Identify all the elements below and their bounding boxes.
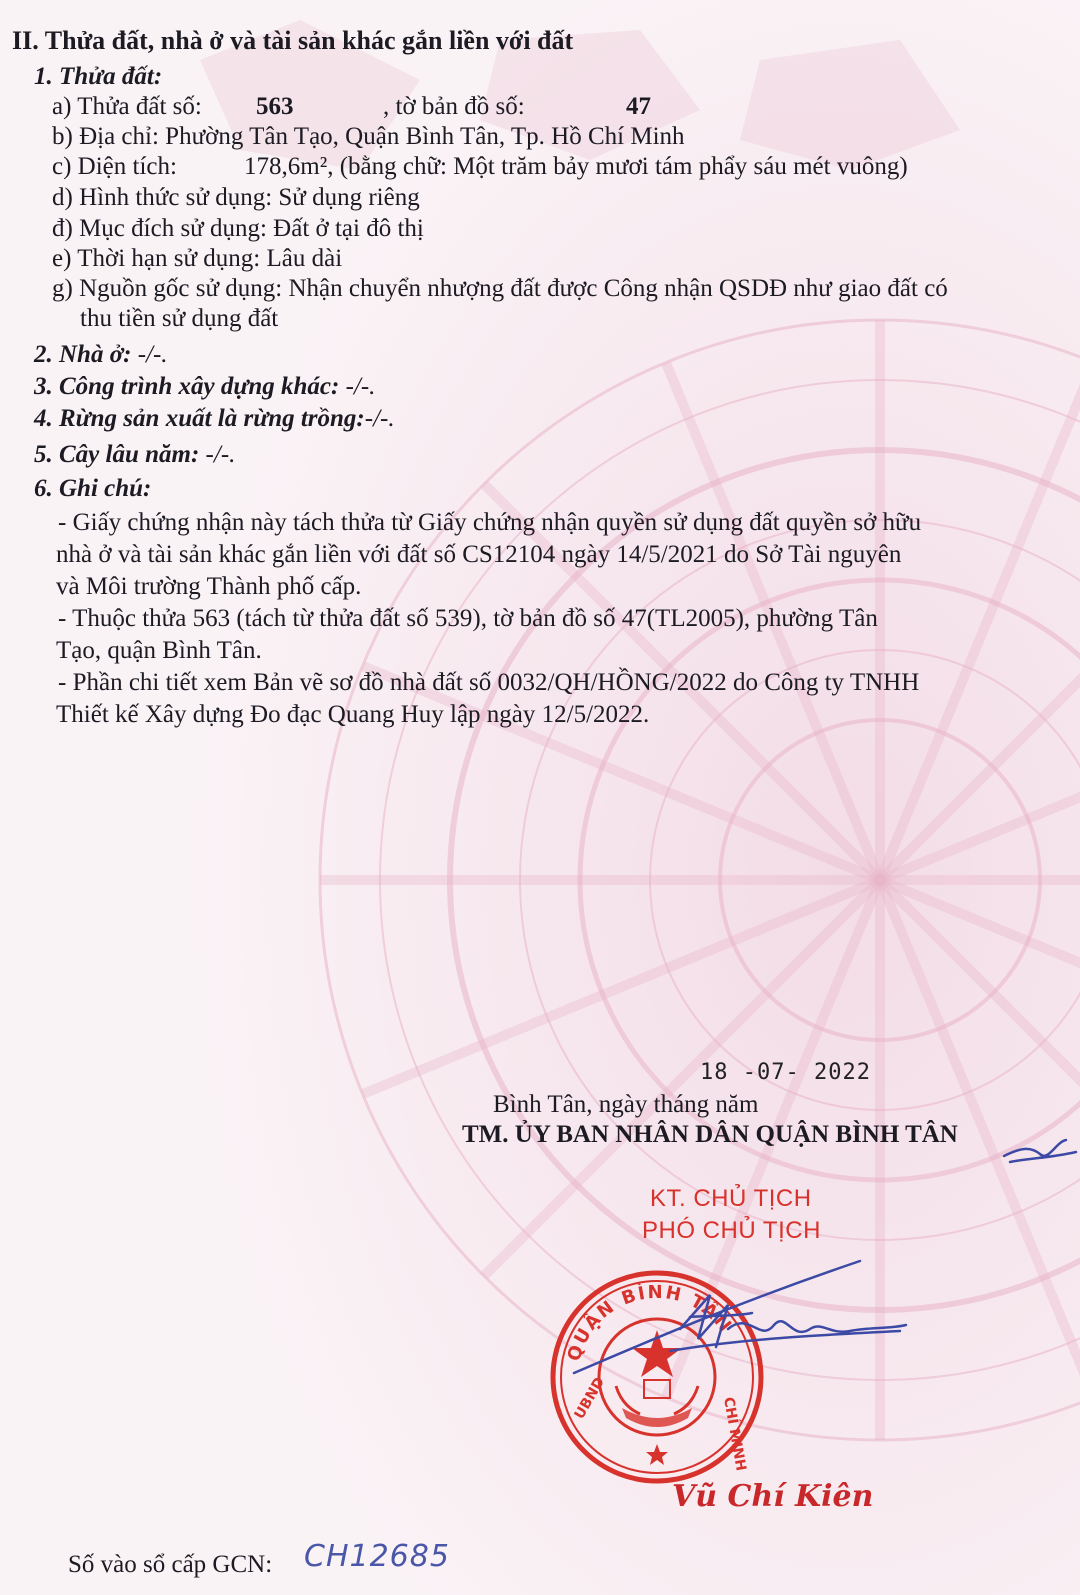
initials-mark-icon: [1000, 1128, 1080, 1178]
parcel-number: 563: [256, 93, 294, 120]
usage-purpose-line: đ) Mục đích sử dụng: Đất ở tại đô thị: [52, 215, 424, 242]
area-value: 178,6m², (bằng chữ: Một trăm bảy mươi tám phẩy sáu mét vuông): [244, 153, 908, 180]
note-line: Tạo, quận Bình Tân.: [56, 637, 262, 664]
signer-title-2: PHÓ CHỦ TỊCH: [642, 1217, 821, 1244]
seal-text-top: QUẬN BÌNH TÂN: [563, 1281, 737, 1364]
note-line: - Giấy chứng nhận này tách thửa từ Giấy chứng nhận quyền sử dụng đất quyền sở hữu: [58, 509, 922, 536]
seal-text-left: UBND: [571, 1374, 609, 1422]
construction-label: 3. Công trình xây dựng khác:: [34, 373, 340, 400]
seal-text-side: CHÍ MINH: [720, 1395, 749, 1473]
address-line: b) Địa chỉ: Phường Tân Tạo, Quận Bình Tân, Tp. Hồ Chí Minh: [52, 123, 685, 150]
notes-heading: 6. Ghi chú:: [34, 475, 152, 502]
usage-origin-line-1: g) Nguồn gốc sử dụng: Nhận chuyển nhượng đất được Công nhận QSDĐ như giao đất có: [52, 275, 948, 302]
usage-form-line: d) Hình thức sử dụng: Sử dụng riêng: [52, 184, 420, 211]
usage-origin-line-2: thu tiền sử dụng đất: [80, 305, 279, 332]
place-date-line: Bình Tân, ngày tháng năm: [493, 1091, 759, 1118]
signer-name: Vũ Chí Kiên: [672, 1479, 874, 1514]
forest-value: -/-.: [364, 405, 395, 432]
parcel-number-label: a) Thửa đất số:: [52, 93, 202, 120]
issue-date-stamp: 18 -07- 2022: [700, 1060, 871, 1085]
forest-label: 4. Rừng sản xuất là rừng trồng:: [34, 405, 365, 432]
note-line: - Thuộc thửa 563 (tách từ thửa đất số 539), tờ bản đồ số 47(TL2005), phường Tân: [58, 605, 878, 632]
signature-icon: [560, 1255, 920, 1395]
forest-item: [34, 404, 395, 434]
house-value: -/-.: [131, 341, 168, 368]
note-line: nhà ở và tài sản khác gắn liền với đất số CS12104 ngày 14/5/2021 do Sở Tài nguyên: [56, 541, 902, 568]
construction-item: [34, 372, 375, 402]
signer-title-1: KT. CHỦ TỊCH: [650, 1185, 812, 1212]
map-sheet-number: 47: [626, 93, 651, 120]
construction-value: -/-.: [339, 373, 376, 400]
usage-term-line: e) Thời hạn sử dụng: Lâu dài: [52, 245, 343, 272]
note-line: - Phần chi tiết xem Bản vẽ sơ đồ nhà đất số 0032/QH/HỒNG/2022 do Công ty TNHH: [58, 669, 920, 696]
trees-item: [34, 440, 235, 470]
section-title: II. Thửa đất, nhà ở và tài sản khác gắn liền với đất: [12, 26, 574, 55]
note-line: Thiết kế Xây dựng Đo đạc Quang Huy lập ngày 12/5/2022.: [56, 701, 650, 728]
trees-label: 5. Cây lâu năm:: [34, 441, 200, 468]
map-sheet-label: , tờ bản đồ số:: [383, 93, 525, 120]
registry-handwritten-number: CH12685: [304, 1539, 450, 1574]
house-item: [34, 340, 168, 370]
trees-value: -/-.: [199, 441, 236, 468]
registry-label: Số vào sổ cấp GCN:: [68, 1551, 273, 1578]
area-label: c) Diện tích:: [52, 153, 177, 180]
issuing-authority: TM. ỦY BAN NHÂN DÂN QUẬN BÌNH TÂN: [462, 1121, 958, 1148]
note-line: và Môi trường Thành phố cấp.: [56, 573, 362, 600]
parcel-heading: 1. Thửa đất:: [34, 63, 163, 90]
house-label: 2. Nhà ở:: [34, 341, 132, 368]
